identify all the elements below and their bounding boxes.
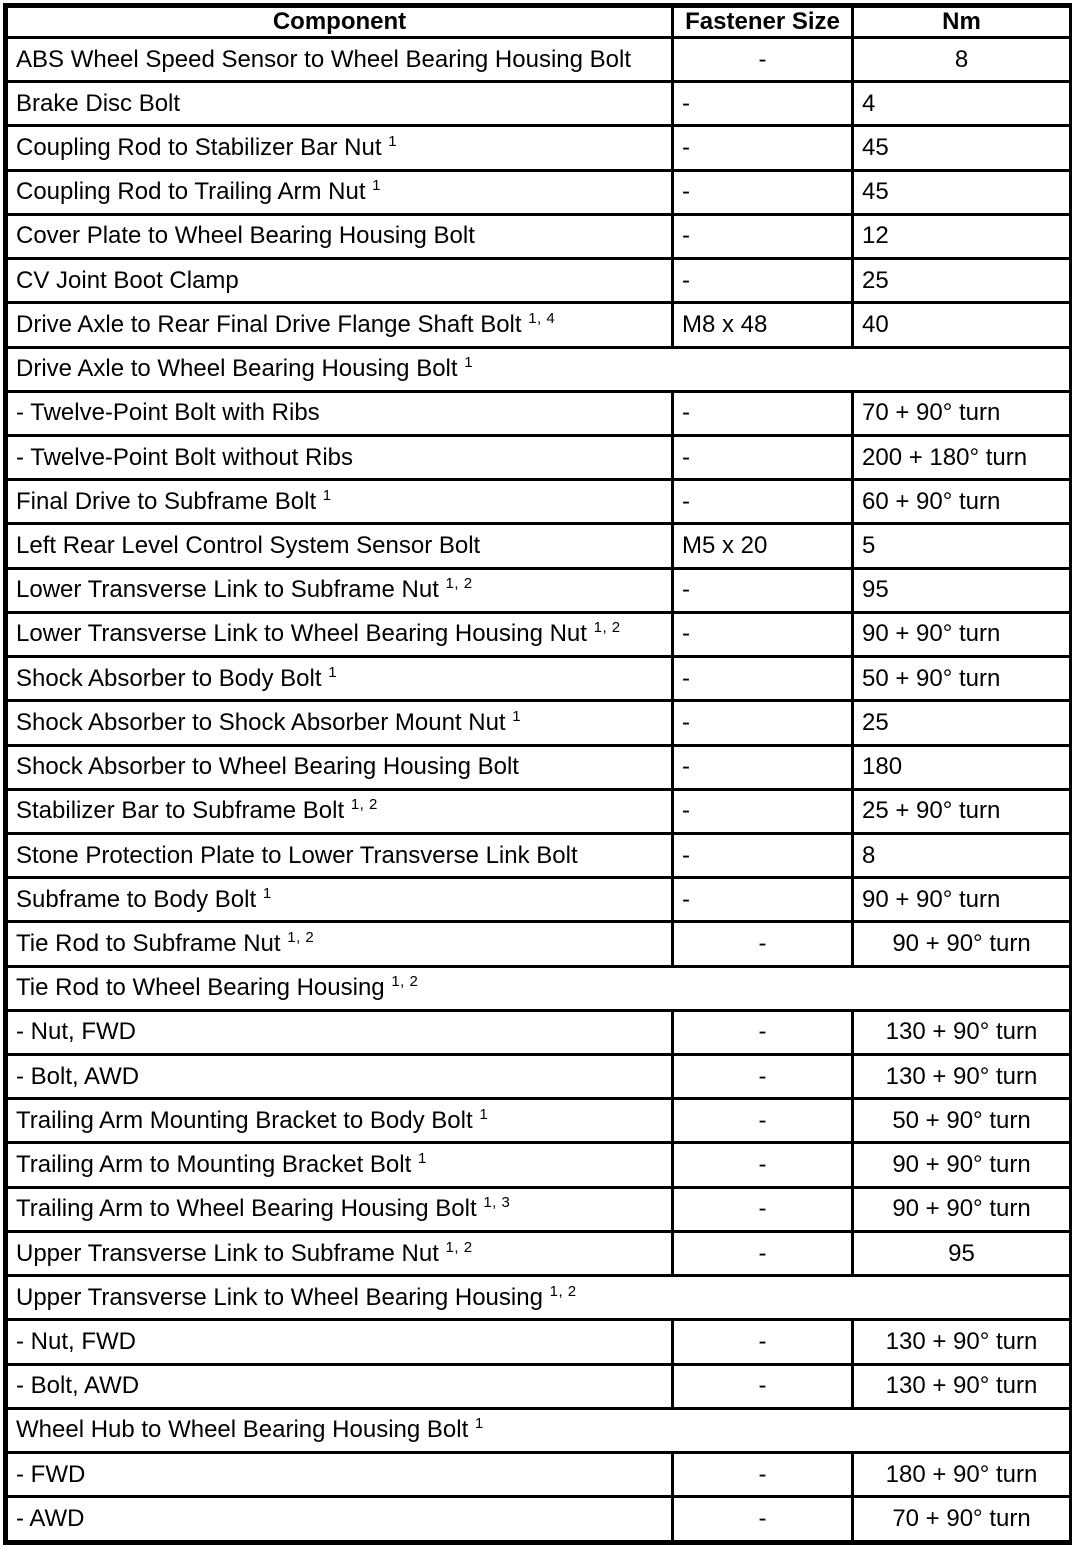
footnote-marker: 1 (512, 707, 522, 725)
component-cell: Drive Axle to Wheel Bearing Housing Bolt $^1$ (6, 347, 1072, 391)
footnote-marker: 1, 3 (483, 1194, 511, 1212)
footnote-marker: 1 (322, 486, 332, 504)
fastener-size-cell: - (673, 435, 853, 479)
component-cell: Wheel Hub to Wheel Bearing Housing Bolt $^1$ (6, 1408, 1072, 1452)
torque-value-cell: 5 (853, 524, 1072, 568)
torque-value-cell: 180 (853, 745, 1072, 789)
footnote-marker: 1, 2 (445, 575, 473, 593)
fastener-size-cell: - (673, 657, 853, 701)
fastener-size-cell: - (673, 1055, 853, 1099)
fastener-size-cell: - (673, 878, 853, 922)
component-cell: Tie Rod to Subframe Nut $^{1, 2}$ (6, 922, 673, 966)
torque-value-cell: 50 + 90° turn (853, 657, 1072, 701)
torque-value-cell: 70 + 90° turn (853, 391, 1072, 435)
fastener-size-cell: - (673, 789, 853, 833)
table-row (6, 966, 1072, 1010)
fastener-size-cell: - (673, 480, 853, 524)
torque-value-cell: 90 + 90° turn (853, 612, 1072, 656)
table-row (6, 1055, 1072, 1099)
table-row (6, 82, 1072, 126)
spec-table-body (6, 38, 1072, 1543)
component-cell: Upper Transverse Link to Subframe Nut $^{1, 2}$ (6, 1231, 673, 1275)
fastener-size-cell: - (673, 1231, 853, 1275)
table-row (6, 1453, 1072, 1497)
table-row (6, 922, 1072, 966)
table-row (6, 1364, 1072, 1408)
table-header (6, 6, 1072, 38)
footnote-marker: 1 (388, 133, 398, 151)
footnote-marker: 1 (328, 663, 338, 681)
footnote-marker: 1, 2 (445, 1238, 473, 1256)
table-row (6, 1187, 1072, 1231)
table-row (6, 1231, 1072, 1275)
fastener-size-cell: - (673, 833, 853, 877)
table-row (6, 303, 1072, 347)
footnote-marker: 1 (474, 1415, 484, 1433)
torque-value-cell: 8 (853, 833, 1072, 877)
table-row (6, 657, 1072, 701)
table-row (6, 745, 1072, 789)
component-cell: - Bolt, AWD (6, 1364, 673, 1408)
torque-value-cell: 70 + 90° turn (853, 1497, 1072, 1543)
component-cell: Brake Disc Bolt (6, 82, 673, 126)
table-row (6, 38, 1072, 82)
table-row (6, 347, 1072, 391)
torque-value-cell: 130 + 90° turn (853, 1320, 1072, 1364)
table-row (6, 170, 1072, 214)
fastener-size-cell: - (673, 612, 853, 656)
fastener-size-cell: - (673, 170, 853, 214)
table-row (6, 435, 1072, 479)
fastener-size-cell: - (673, 745, 853, 789)
component-cell: Coupling Rod to Stabilizer Bar Nut $^1$ (6, 126, 673, 170)
component-cell: Lower Transverse Link to Subframe Nut $^{1, 2}$ (6, 568, 673, 612)
torque-value-cell: 25 (853, 701, 1072, 745)
component-cell: Upper Transverse Link to Wheel Bearing Housing $^{1, 2}$ (6, 1276, 1072, 1320)
fastener-size-cell: - (673, 1187, 853, 1231)
component-cell: Shock Absorber to Shock Absorber Mount Nut $^1$ (6, 701, 673, 745)
footnote-marker: 1, 2 (287, 928, 315, 946)
fastener-size-cell: - (673, 1099, 853, 1143)
table-row (6, 259, 1072, 303)
torque-value-cell: 180 + 90° turn (853, 1453, 1072, 1497)
component-cell: - FWD (6, 1453, 673, 1497)
fastener-size-cell: - (673, 82, 853, 126)
footnote-marker: 1 (464, 354, 474, 372)
torque-value-cell: 130 + 90° turn (853, 1055, 1072, 1099)
torque-value-cell: 90 + 90° turn (853, 922, 1072, 966)
table-row (6, 789, 1072, 833)
footnote-marker: 1 (372, 177, 382, 195)
torque-value-cell: 50 + 90° turn (853, 1099, 1072, 1143)
component-cell: Lower Transverse Link to Wheel Bearing Housing Nut $^{1, 2}$ (6, 612, 673, 656)
component-cell: Stone Protection Plate to Lower Transverse Link Bolt (6, 833, 673, 877)
fastener-size-cell: M5 x 20 (673, 524, 853, 568)
component-cell: Drive Axle to Rear Final Drive Flange Shaft Bolt $^{1, 4}$ (6, 303, 673, 347)
table-row (6, 1010, 1072, 1054)
component-cell: Tie Rod to Wheel Bearing Housing $^{1, 2}$ (6, 966, 1072, 1010)
fastener-size-cell: M8 x 48 (673, 303, 853, 347)
table-row (6, 391, 1072, 435)
table-row (6, 1099, 1072, 1143)
fastener-size-cell: - (673, 1497, 853, 1543)
column-header-component: Component (6, 6, 673, 38)
footnote-marker: 1 (262, 884, 272, 902)
table-row (6, 833, 1072, 877)
torque-value-cell: 130 + 90° turn (853, 1364, 1072, 1408)
footnote-marker: 1 (417, 1150, 427, 1168)
table-row (6, 568, 1072, 612)
torque-value-cell: 45 (853, 170, 1072, 214)
column-header-fastener-size: Fastener Size (673, 6, 853, 38)
torque-value-cell: 12 (853, 214, 1072, 258)
table-row (6, 1497, 1072, 1543)
footnote-marker: 1, 2 (350, 796, 378, 814)
component-cell: - Nut, FWD (6, 1320, 673, 1364)
column-header-nm: Nm (853, 6, 1072, 38)
component-cell: Shock Absorber to Body Bolt $^1$ (6, 657, 673, 701)
component-cell: Trailing Arm Mounting Bracket to Body Bolt $^1$ (6, 1099, 673, 1143)
torque-value-cell: 90 + 90° turn (853, 1143, 1072, 1187)
component-cell: - Twelve-Point Bolt with Ribs (6, 391, 673, 435)
torque-value-cell: 90 + 90° turn (853, 878, 1072, 922)
table-row (6, 1320, 1072, 1364)
component-cell: Shock Absorber to Wheel Bearing Housing Bolt (6, 745, 673, 789)
footnote-marker: 1 (479, 1105, 489, 1123)
component-cell: Cover Plate to Wheel Bearing Housing Bolt (6, 214, 673, 258)
table-row (6, 480, 1072, 524)
component-cell: Left Rear Level Control System Sensor Bolt (6, 524, 673, 568)
table-row (6, 701, 1072, 745)
component-cell: Coupling Rod to Trailing Arm Nut $^1$ (6, 170, 673, 214)
table-row (6, 1143, 1072, 1187)
table-row (6, 1276, 1072, 1320)
fastener-size-cell: - (673, 126, 853, 170)
footnote-marker: 1, 2 (549, 1282, 577, 1300)
torque-value-cell: 25 (853, 259, 1072, 303)
fastener-size-cell: - (673, 568, 853, 612)
component-cell: Stabilizer Bar to Subframe Bolt $^{1, 2}$ (6, 789, 673, 833)
fastener-size-cell: - (673, 1320, 853, 1364)
component-cell: ABS Wheel Speed Sensor to Wheel Bearing Housing Bolt (6, 38, 673, 82)
torque-value-cell: 90 + 90° turn (853, 1187, 1072, 1231)
torque-value-cell: 8 (853, 38, 1072, 82)
torque-spec-table (3, 3, 1072, 1545)
component-cell: - Nut, FWD (6, 1010, 673, 1054)
torque-value-cell: 60 + 90° turn (853, 480, 1072, 524)
fastener-size-cell: - (673, 391, 853, 435)
component-cell: Final Drive to Subframe Bolt $^1$ (6, 480, 673, 524)
fastener-size-cell: - (673, 214, 853, 258)
torque-value-cell: 95 (853, 568, 1072, 612)
component-cell: - AWD (6, 1497, 673, 1543)
fastener-size-cell: - (673, 259, 853, 303)
fastener-size-cell: - (673, 701, 853, 745)
table-row (6, 1408, 1072, 1452)
torque-value-cell: 95 (853, 1231, 1072, 1275)
fastener-size-cell: - (673, 1453, 853, 1497)
component-cell: CV Joint Boot Clamp (6, 259, 673, 303)
table-row (6, 612, 1072, 656)
fastener-size-cell: - (673, 1010, 853, 1054)
component-cell: Trailing Arm to Wheel Bearing Housing Bolt $^{1, 3}$ (6, 1187, 673, 1231)
footnote-marker: 1, 2 (593, 619, 621, 637)
footnote-marker: 1, 4 (528, 309, 556, 327)
table-row (6, 214, 1072, 258)
table-row (6, 524, 1072, 568)
component-cell: Subframe to Body Bolt $^1$ (6, 878, 673, 922)
torque-value-cell: 130 + 90° turn (853, 1010, 1072, 1054)
fastener-size-cell: - (673, 922, 853, 966)
fastener-size-cell: - (673, 1364, 853, 1408)
torque-value-cell: 25 + 90° turn (853, 789, 1072, 833)
component-cell: Trailing Arm to Mounting Bracket Bolt $^1$ (6, 1143, 673, 1187)
component-cell: - Bolt, AWD (6, 1055, 673, 1099)
torque-value-cell: 45 (853, 126, 1072, 170)
table-row (6, 126, 1072, 170)
fastener-size-cell: - (673, 38, 853, 82)
fastener-size-cell: - (673, 1143, 853, 1187)
component-cell: - Twelve-Point Bolt without Ribs (6, 435, 673, 479)
table-row (6, 878, 1072, 922)
torque-value-cell: 4 (853, 82, 1072, 126)
torque-value-cell: 200 + 180° turn (853, 435, 1072, 479)
torque-value-cell: 40 (853, 303, 1072, 347)
header-row (6, 6, 1072, 38)
footnote-marker: 1, 2 (391, 973, 419, 991)
